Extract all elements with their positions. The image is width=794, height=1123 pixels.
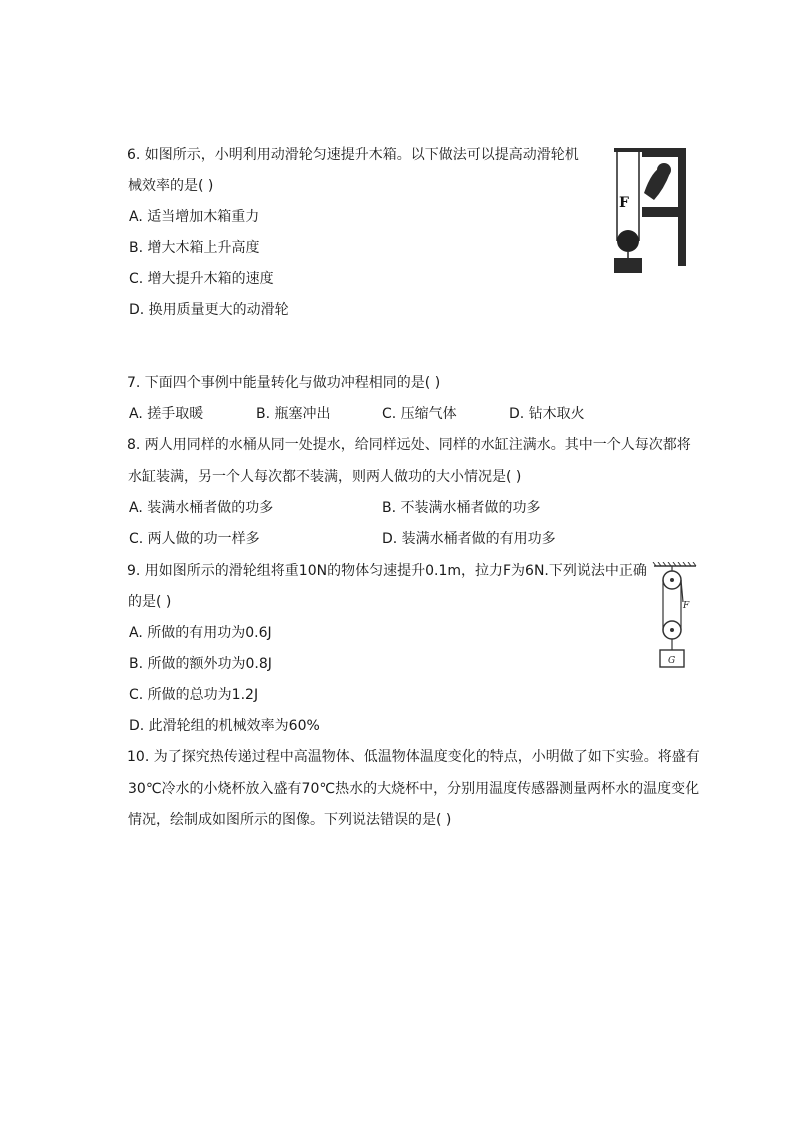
q8-option-a: A. 装满水桶者做的功多 — [129, 500, 274, 516]
q9-option-b: B. 所做的额外功为0.8J — [129, 656, 272, 672]
q8-stem-line1: 8. 两人用同样的水桶从同一处提水，给同样远处、同样的水缸注满水。其中一个人每次都将 — [127, 437, 691, 453]
q9-stem-line1: 9. 用如图所示的滑轮组将重10N的物体匀速提升0.1m，拉力F为6N.下列说法中正确 — [127, 563, 647, 579]
q7-stem: 7. 下面四个事例中能量转化与做功冲程相同的是( ) — [127, 375, 441, 391]
q10-stem-line3: 情况，绘制成如图所示的图像。下列说法错误的是( ) — [128, 812, 452, 828]
q9-figure-force-label: F — [683, 601, 690, 611]
q10-stem-line1: 10. 为了探究热传递过程中高温物体、低温物体温度变化的特点，小明做了如下实验。将盛有 — [127, 749, 700, 765]
q10-stem-line2: 30℃冷水的小烧杯放入盛有70℃热水的大烧杯中，分别用温度传感器测量两杯水的温度变化 — [128, 781, 700, 797]
q9-pulley-block-figure — [652, 562, 698, 672]
q6-option-a: A. 适当增加木箱重力 — [129, 209, 260, 225]
q6-option-b: B. 增大木箱上升高度 — [129, 240, 260, 256]
q9-option-c: C. 所做的总功为1.2J — [129, 687, 259, 703]
q8-option-d: D. 装满水桶者做的有用功多 — [382, 531, 556, 547]
q6-stem-line1: 6. 如图所示，小明利用动滑轮匀速提升木箱。以下做法可以提高动滑轮机 — [127, 147, 579, 163]
q6-stem-line2: 械效率的是( ) — [128, 178, 214, 194]
q9-option-d: D. 此滑轮组的机械效率为60% — [129, 718, 320, 734]
q8-option-c: C. 两人做的功一样多 — [129, 531, 260, 547]
q7-option-a: A. 搓手取暖 — [129, 406, 204, 422]
q7-option-b: B. 瓶塞冲出 — [256, 406, 331, 422]
q6-option-d: D. 换用质量更大的动滑轮 — [129, 302, 289, 318]
q8-option-b: B. 不装满水桶者做的功多 — [382, 500, 541, 516]
q9-figure-weight-label: G — [668, 656, 676, 666]
q6-movable-pulley-figure — [608, 145, 690, 275]
q9-stem-line2: 的是( ) — [128, 594, 172, 610]
q6-figure-force-label: F — [619, 195, 629, 211]
q9-option-a: A. 所做的有用功为0.6J — [129, 625, 272, 641]
q8-stem-line2: 水缸装满，另一个人每次都不装满，则两人做功的大小情况是( ) — [128, 469, 522, 485]
q7-option-d: D. 钻木取火 — [509, 406, 585, 422]
q6-option-c: C. 增大提升木箱的速度 — [129, 271, 274, 287]
q7-option-c: C. 压缩气体 — [382, 406, 457, 422]
